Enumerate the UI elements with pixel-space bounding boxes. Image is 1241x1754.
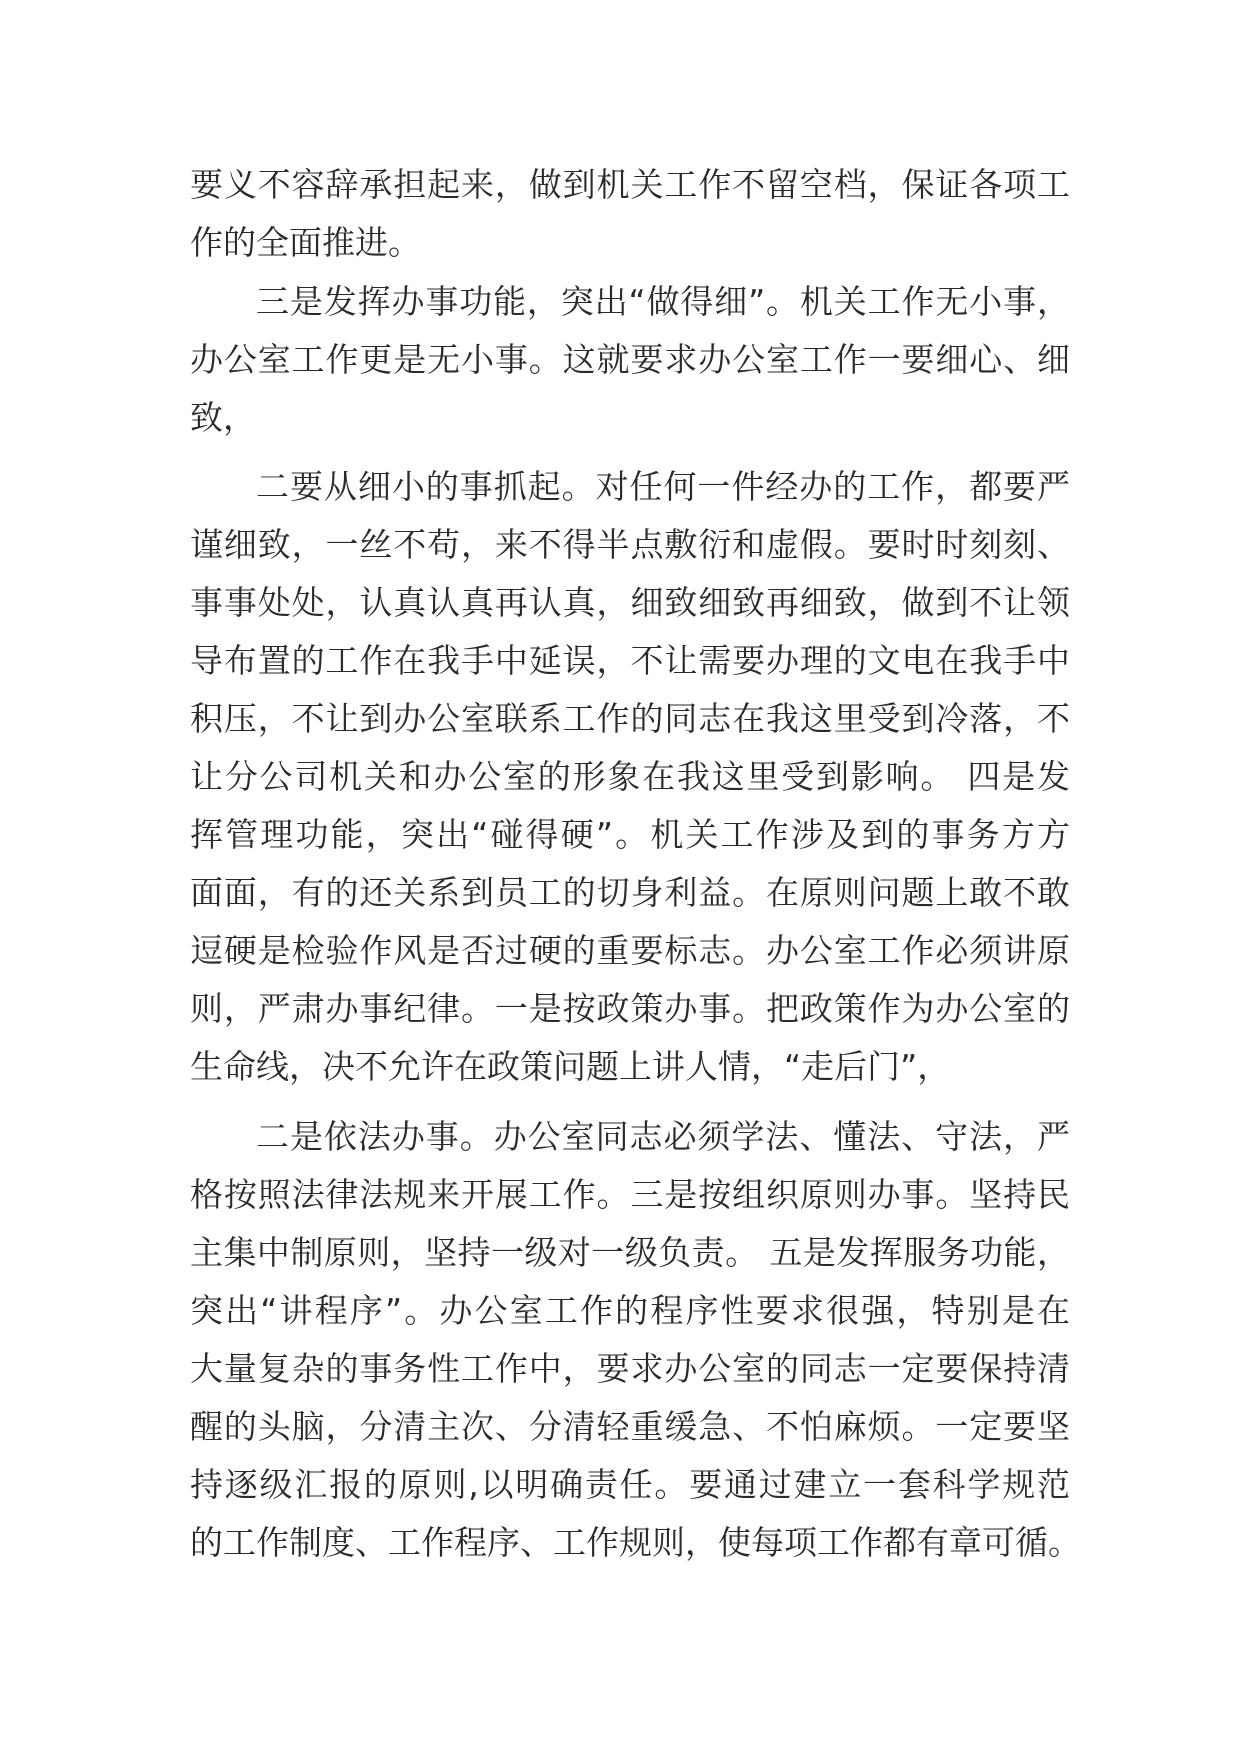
text-line: 谨细致，一丝不苟，来不得半点敷衍和虚假。要时时刻刻、 (190, 525, 1070, 564)
text-line: 醒的头脑，分清主次、分清轻重缓急、不怕麻烦。一定要坚 (190, 1407, 1070, 1446)
text-line: 积压，不让到办公室联系工作的同志在我这里受到冷落，不 (190, 699, 1070, 738)
text-line: 持逐级汇报的原则,以明确责任。要通过建立一套科学规范 (190, 1465, 1070, 1504)
text-line: 挥管理功能，突出“碰得硬”。机关工作涉及到的事务方方 (190, 815, 1070, 854)
text-line: 要义不容辞承担起来，做到机关工作不留空档，保证各项工 (190, 165, 1070, 204)
text-line: 面面，有的还关系到员工的切身利益。在原则问题上敢不敢 (190, 873, 1070, 912)
text-line: 生命线，决不允许在政策问题上讲人情，“走后门”， (190, 1047, 951, 1086)
text-line: 主集中制原则，坚持一级对一级负责。 五是发挥服务功能， (190, 1233, 1070, 1272)
text-line: 大量复杂的事务性工作中，要求办公室的同志一定要保持清 (190, 1349, 1070, 1388)
text-line: 突出“讲程序”。办公室工作的程序性要求很强，特别是在 (190, 1291, 1070, 1330)
text-line: 作的全面推进。 (190, 223, 421, 262)
text-line: 事事处处，认真认真再认真，细致细致再细致，做到不让领 (190, 583, 1070, 622)
text-line: 办公室工作更是无小事。这就要求办公室工作一要细心、细 (190, 340, 1070, 379)
text-line: 致， (190, 398, 256, 437)
text-line: 格按照法律法规来开展工作。三是按组织原则办事。坚持民 (190, 1175, 1070, 1214)
text-line: 导布置的工作在我手中延误，不让需要办理的文电在我手中 (190, 641, 1070, 680)
text-line: 三是发挥办事功能，突出“做得细”。机关工作无小事， (256, 282, 1070, 321)
text-line: 让分公司机关和办公室的形象在我这里受到影响。 四是发 (190, 757, 1070, 796)
text-line: 则，严肃办事纪律。一是按政策办事。把政策作为办公室的 (190, 989, 1070, 1028)
text-line: 二是依法办事。办公室同志必须学法、懂法、守法，严 (256, 1117, 1070, 1156)
text-line: 二要从细小的事抓起。对任何一件经办的工作，都要严 (256, 467, 1070, 506)
text-line: 的工作制度、工作程序、工作规则，使每项工作都有章可循。 (190, 1523, 1081, 1562)
text-line: 逗硬是检验作风是否过硬的重要标志。办公室工作必须讲原 (190, 931, 1070, 970)
